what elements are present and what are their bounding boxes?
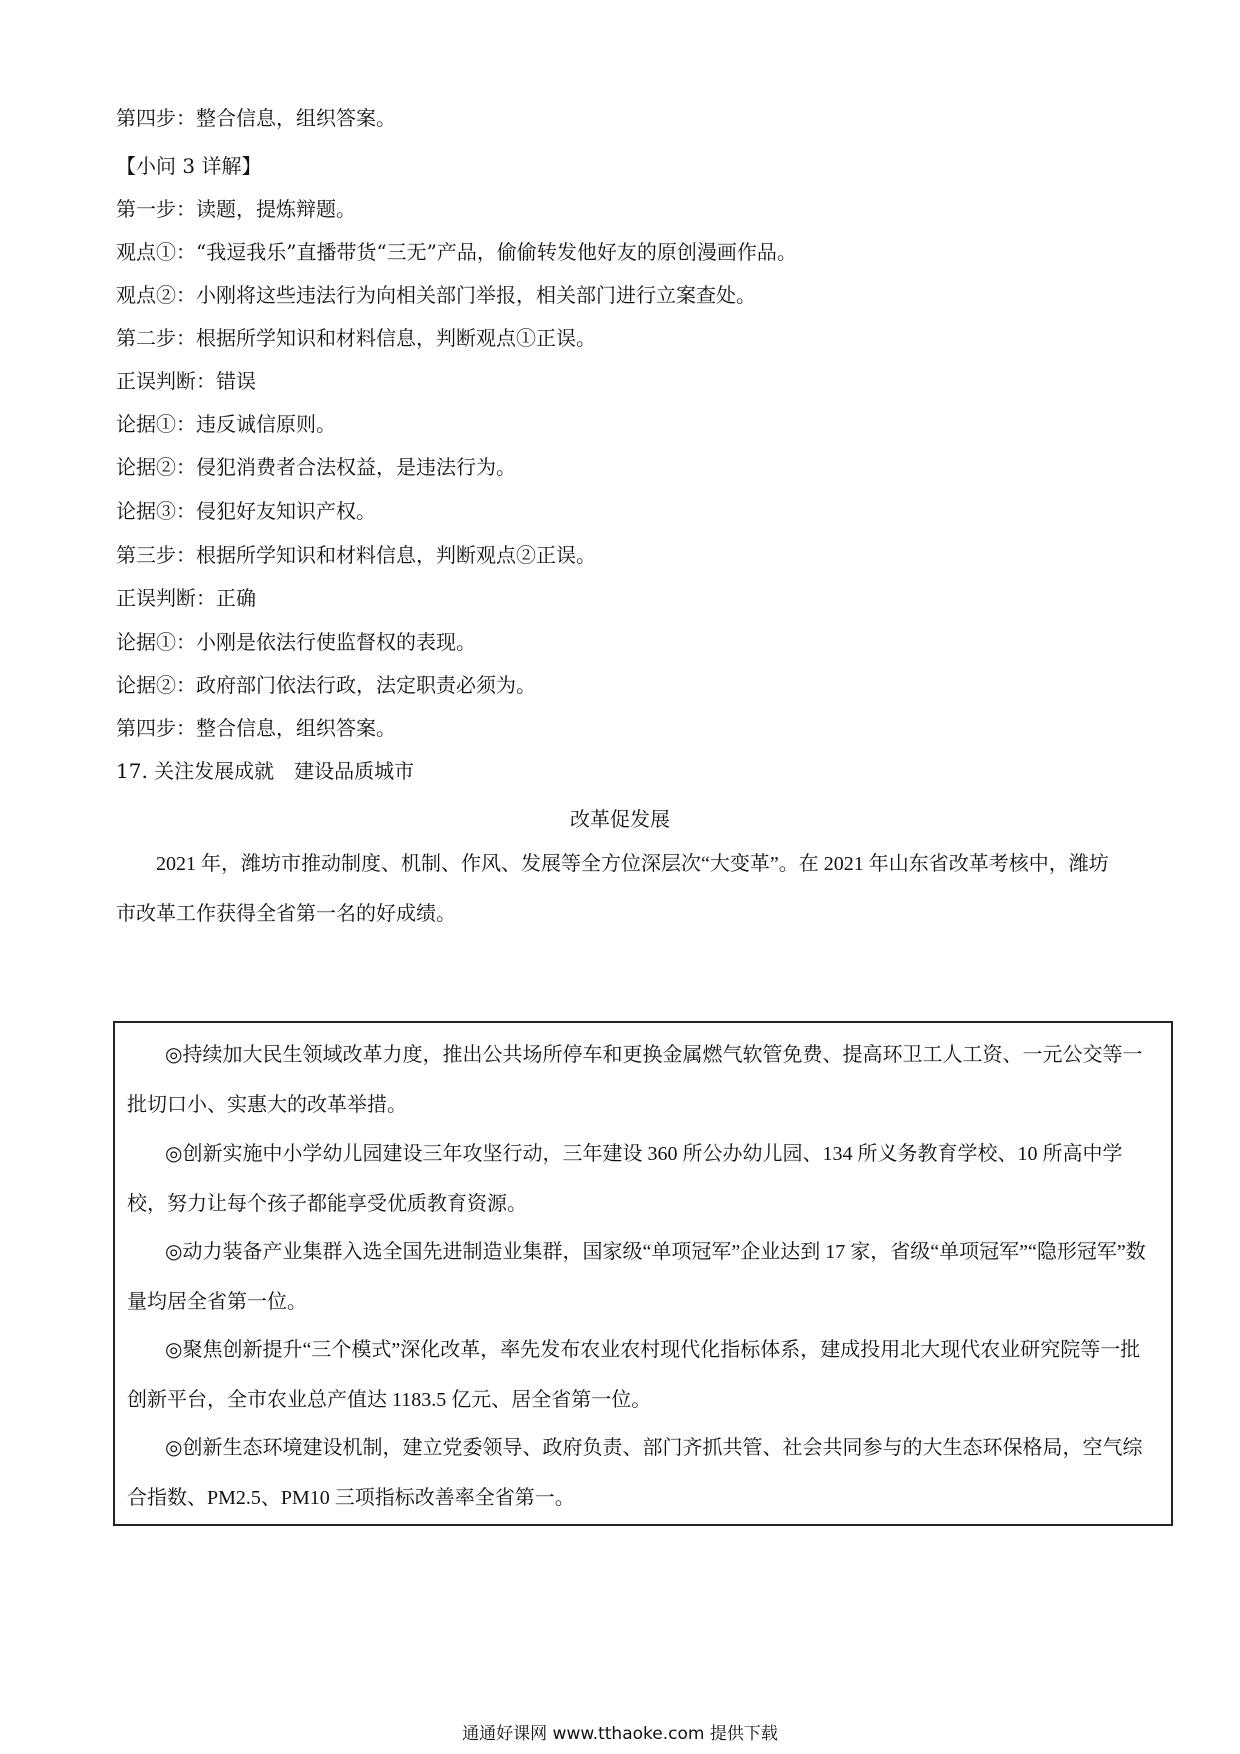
step-three-line: 第三步：根据所学知识和材料信息，判断观点②正误。 — [116, 543, 596, 567]
subquestion-heading: 【小问 3 详解】 — [116, 154, 262, 178]
judgment-right: 正误判断：正确 — [116, 586, 256, 610]
intro-paragraph: 2021 年，潍坊市推动制度、机制、作风、发展等全方位深层次“大变革”。在 2021 年山东省改革考核中，潍坊市改革工作获得全省第一名的好成绩。 — [116, 853, 1109, 925]
footer-watermark: 通通好课网 www.tthaoke.com 提供下载 — [462, 1724, 778, 1744]
box-item-agriculture: ◎聚焦创新提升“三个模式”深化改革，率先发布农业农村现代化指标体系，建成投用北大现代农业研究院等一批创新平台，全市农业总产值达 1183.5 亿元、居全省第一位。 — [127, 1339, 1141, 1411]
step-four-line: 第四步：整合信息，组织答案。 — [116, 106, 396, 130]
argument-1b: 论据①：小刚是依法行使监督权的表现。 — [116, 630, 476, 654]
question-17-heading: 17. 关注发展成就 建设品质城市 — [116, 759, 415, 783]
judgment-wrong: 正误判断：错误 — [116, 369, 256, 393]
viewpoint-1: 观点①：“我逗我乐”直播带货“三无”产品，偷偷转发他好友的原创漫画作品。 — [116, 240, 797, 264]
argument-2a: 论据②：侵犯消费者合法权益，是违法行为。 — [116, 455, 516, 479]
box-item-ecology: ◎创新生态环境建设机制，建立党委领导、政府负责、部门齐抓共管、社会共同参与的大生态环保格局，空气综合指数、PM2.5、PM10 三项指标改善率全省第一。 — [127, 1437, 1143, 1509]
argument-2b: 论据②：政府部门依法行政，法定职责必须为。 — [116, 673, 536, 697]
section-title: 改革促发展 — [570, 807, 670, 831]
viewpoint-2: 观点②：小刚将这些违法行为向相关部门举报，相关部门进行立案查处。 — [116, 283, 756, 307]
box-item-education: ◎创新实施中小学幼儿园建设三年攻坚行动，三年建设 360 所公办幼儿园、134 所义务教育学校、10 所高中学校，努力让每个孩子都能享受优质教育资源。 — [127, 1143, 1123, 1215]
argument-1a: 论据①：违反诚信原则。 — [116, 412, 336, 436]
box-item-industry: ◎动力装备产业集群入选全国先进制造业集群，国家级“单项冠军”企业达到 17 家，省级“单项冠军”“隐形冠军”数量均居全省第一位。 — [127, 1241, 1146, 1313]
argument-3a: 论据③：侵犯好友知识产权。 — [116, 499, 376, 523]
material-box — [113, 1021, 1173, 1526]
step-one-line: 第一步：读题，提炼辩题。 — [116, 197, 356, 221]
step-four-line-2: 第四步：整合信息，组织答案。 — [116, 716, 396, 740]
step-two-line: 第二步：根据所学知识和材料信息，判断观点①正误。 — [116, 326, 596, 350]
box-item-livelihood: ◎持续加大民生领域改革力度，推出公共场所停车和更换金属燃气软管免费、提高环卫工人工资、一元公交等一批切口小、实惠大的改革举措。 — [127, 1044, 1143, 1116]
